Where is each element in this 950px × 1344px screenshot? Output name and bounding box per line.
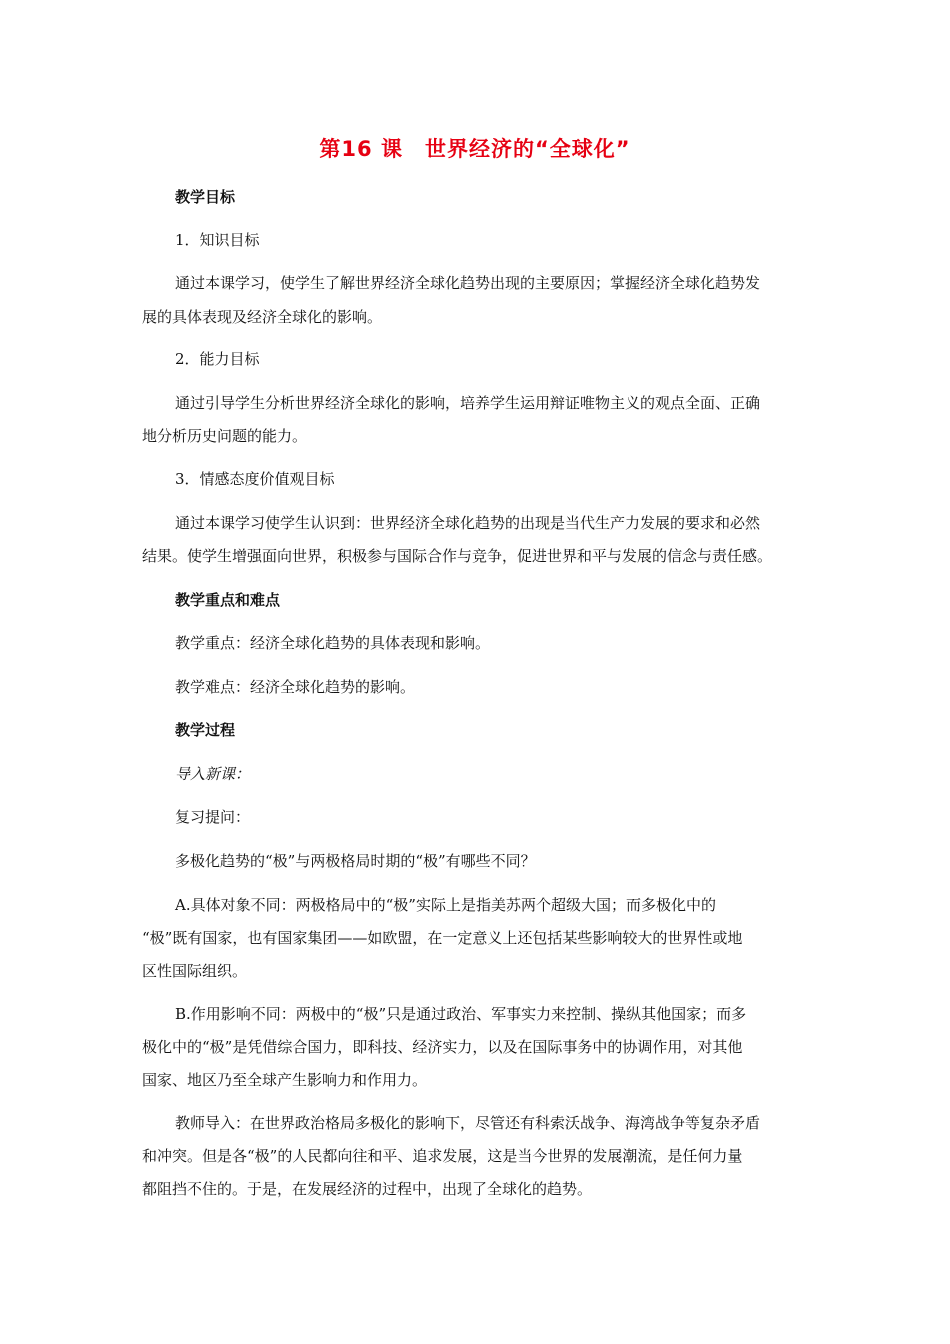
key-point: 教学重点：经济全球化趋势的具体表现和影响。 — [175, 634, 491, 652]
paragraph-line: 国家、地区乃至全球产生影响力和作用力。 — [142, 1071, 428, 1089]
paragraph-line: 展的具体表现及经济全球化的影响。 — [142, 308, 383, 326]
paragraph-line: 极化中的“极”是凭借综合国力，即科技、经济实力，以及在国际事务中的协调作用，对其他 — [142, 1038, 743, 1056]
emotion-heading: 3．情感态度价值观目标 — [175, 470, 335, 488]
paragraph-line: A.具体对象不同：两极格局中的“极”实际上是指美苏两个超级大国；而多极化中的 — [175, 896, 716, 914]
review-label: 复习提问： — [175, 808, 251, 826]
page-title: 第16 课 世界经济的“全球化” — [319, 137, 631, 161]
key-heading: 教学重点和难点 — [175, 591, 281, 609]
paragraph-line: 结果。使学生增强面向世界，积极参与国际合作与竞争，促进世界和平与发展的信念与责任感。 — [142, 547, 773, 565]
paragraph-line: 和冲突。但是各“极”的人民都向往和平、追求发展，这是当今世界的发展潮流，是任何力量 — [142, 1147, 743, 1165]
process-heading: 教学过程 — [175, 721, 236, 739]
paragraph-line: 通过本课学习，使学生了解世界经济全球化趋势出现的主要原因；掌握经济全球化趋势发 — [175, 274, 761, 292]
paragraph-line: 地分析历史问题的能力。 — [142, 427, 308, 445]
paragraph-line: 都阻挡不住的。于是，在发展经济的过程中，出现了全球化的趋势。 — [142, 1180, 593, 1198]
paragraph-line: “极”既有国家，也有国家集团——如欧盟，在一定意义上还包括某些影响较大的世界性或地 — [142, 929, 743, 947]
paragraph-line: 通过引导学生分析世界经济全球化的影响，培养学生运用辩证唯物主义的观点全面、正确 — [175, 394, 761, 412]
question-line: 多极化趋势的“极”与两极格局时期的“极”有哪些不同？ — [175, 852, 536, 870]
paragraph-line: 通过本课学习使学生认识到：世界经济全球化趋势的出现是当代生产力发展的要求和必然 — [175, 514, 761, 532]
knowledge-heading: 1．知识目标 — [175, 231, 260, 249]
paragraph-line: B.作用影响不同：两极中的“极”只是通过政治、军事实力来控制、操纵其他国家；而多 — [175, 1005, 747, 1023]
intro-label: 导入新课： — [175, 765, 251, 783]
paragraph-line: 教师导入：在世界政治格局多极化的影响下，尽管还有科索沃战争、海湾战争等复杂矛盾 — [175, 1114, 761, 1132]
ability-heading: 2．能力目标 — [175, 350, 260, 368]
paragraph-line: 区性国际组织。 — [142, 962, 248, 980]
objectives-heading: 教学目标 — [175, 188, 236, 206]
difficult-point: 教学难点：经济全球化趋势的影响。 — [175, 678, 416, 696]
